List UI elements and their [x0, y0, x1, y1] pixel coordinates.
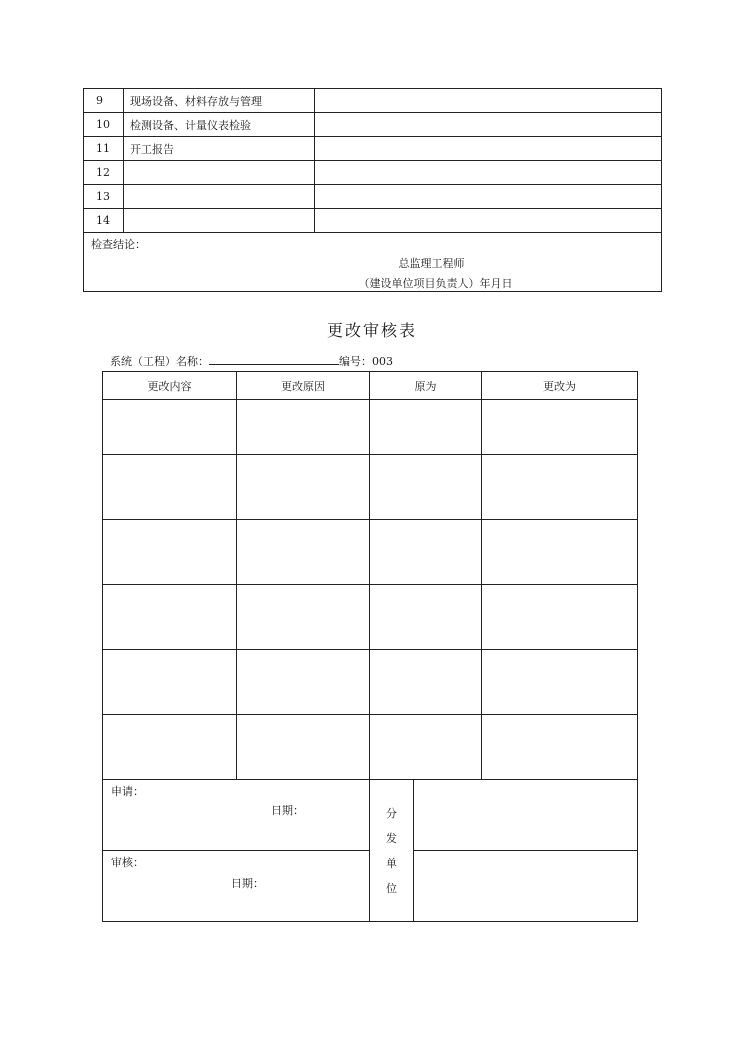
row-item: 开工报告 [124, 137, 315, 161]
row-result-cell [315, 137, 662, 161]
table-row [103, 715, 638, 780]
table-row [103, 455, 638, 520]
distribution-unit-field-bottom[interactable] [414, 851, 638, 922]
table-row [84, 89, 662, 113]
original-cell[interactable] [370, 715, 482, 780]
row-item: 检测设备、计量仪表检验 [124, 113, 315, 137]
review-label: 审核： [111, 856, 144, 869]
table-row [103, 585, 638, 650]
changed-to-cell[interactable] [482, 715, 638, 780]
changed-to-cell[interactable] [482, 400, 638, 455]
changed-to-cell[interactable] [482, 520, 638, 585]
inspection-checklist-table [83, 88, 662, 292]
form-title: 更改审核表 [326, 321, 417, 340]
distribution-unit-field-top[interactable] [414, 780, 638, 851]
row-number: 10 [84, 113, 124, 137]
change-reason-cell[interactable] [237, 715, 370, 780]
original-cell[interactable] [370, 585, 482, 650]
change-content-cell[interactable] [103, 400, 237, 455]
conclusion-cell [84, 233, 662, 292]
distribution-char: 分 [386, 806, 397, 820]
change-reason-cell[interactable] [237, 455, 370, 520]
number-label: 编号： [339, 355, 372, 368]
row-number: 9 [84, 89, 124, 113]
signer-note: （建设单位项目负责人）年月日 [358, 277, 513, 290]
original-cell[interactable] [370, 650, 482, 715]
change-content-cell[interactable] [103, 455, 237, 520]
change-content-cell[interactable] [103, 520, 237, 585]
table-row [84, 209, 662, 233]
distribution-char: 单 [386, 856, 397, 870]
changed-to-cell[interactable] [482, 585, 638, 650]
apply-label: 申请： [111, 785, 144, 798]
table-row [103, 400, 638, 455]
row-number: 11 [84, 137, 124, 161]
distribution-char: 位 [386, 881, 397, 895]
conclusion-label: 检查结论： [91, 238, 146, 251]
column-header: 更改内容 [103, 372, 237, 400]
changed-to-cell[interactable] [482, 455, 638, 520]
table-row [84, 185, 662, 209]
row-item [124, 209, 315, 233]
row-number: 12 [84, 161, 124, 185]
row-result-cell [315, 161, 662, 185]
column-header: 更改为 [482, 372, 638, 400]
table-row [84, 113, 662, 137]
apply-cell[interactable] [103, 780, 370, 851]
apply-date-label: 日期： [271, 804, 304, 817]
row-result-cell [315, 89, 662, 113]
table-row [103, 520, 638, 585]
change-reason-cell[interactable] [237, 400, 370, 455]
column-header: 原为 [370, 372, 482, 400]
table-row [103, 650, 638, 715]
row-number: 14 [84, 209, 124, 233]
change-content-cell[interactable] [103, 585, 237, 650]
row-number: 13 [84, 185, 124, 209]
change-content-cell[interactable] [103, 650, 237, 715]
table-row [84, 161, 662, 185]
review-date-label: 日期： [231, 877, 264, 890]
system-name-field[interactable] [209, 352, 339, 365]
table-row [84, 137, 662, 161]
original-cell[interactable] [370, 520, 482, 585]
column-header: 更改原因 [237, 372, 370, 400]
change-reason-cell[interactable] [237, 585, 370, 650]
header-row [103, 372, 638, 400]
change-content-cell[interactable] [103, 715, 237, 780]
row-result-cell [315, 185, 662, 209]
original-cell[interactable] [370, 400, 482, 455]
change-reason-cell[interactable] [237, 650, 370, 715]
original-cell[interactable] [370, 455, 482, 520]
distribution-unit-label [370, 780, 414, 922]
number-value: 003 [372, 355, 393, 368]
row-item [124, 185, 315, 209]
changed-to-cell[interactable] [482, 650, 638, 715]
change-reason-cell[interactable] [237, 520, 370, 585]
distribution-char: 发 [386, 831, 397, 845]
system-name-label: 系统（工程）名称： [110, 355, 209, 368]
row-item [124, 161, 315, 185]
change-review-table [102, 371, 638, 922]
review-cell[interactable] [103, 851, 370, 922]
form-meta-line [110, 352, 393, 369]
chief-supervisor-label: 总监理工程师 [398, 257, 465, 270]
row-item: 现场设备、材料存放与管理 [124, 89, 315, 113]
row-result-cell [315, 113, 662, 137]
conclusion-row [84, 233, 662, 292]
row-result-cell [315, 209, 662, 233]
apply-row [103, 780, 638, 851]
